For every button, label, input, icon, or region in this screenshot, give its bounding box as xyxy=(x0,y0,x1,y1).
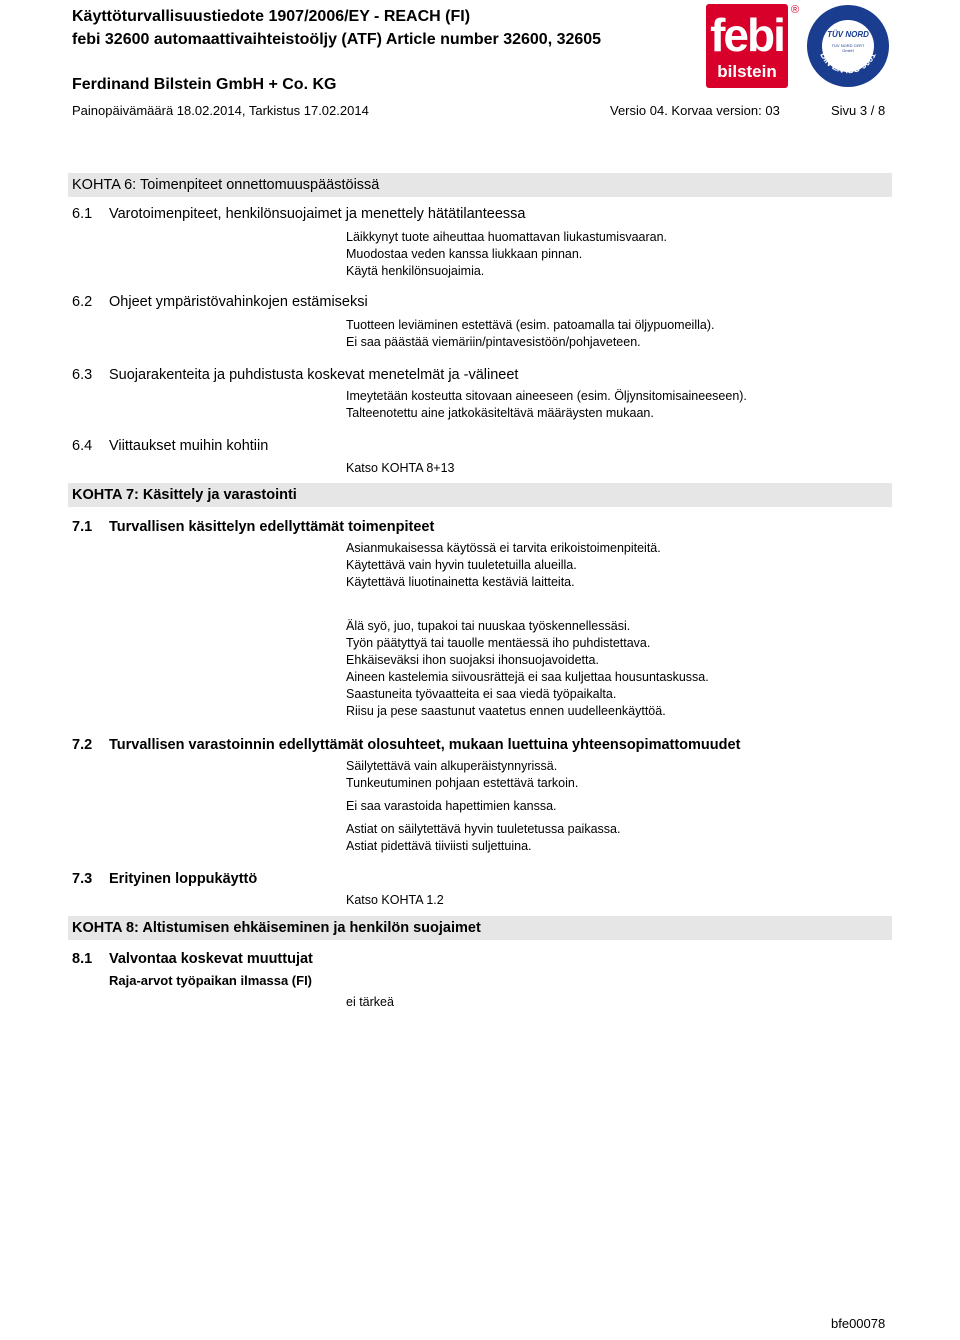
subsection-title: Turvallisen käsittelyn edellyttämät toimenpiteet xyxy=(109,519,435,535)
subsection-7-1-text-b xyxy=(346,618,709,720)
subsection-title: Valvontaa koskevat muuttujat xyxy=(109,951,313,967)
subsection-6-2-text xyxy=(346,317,714,351)
section-6-heading: KOHTA 6: Toimenpiteet onnettomuuspäästöissä xyxy=(68,173,892,197)
subsection-6-1-text xyxy=(346,229,667,280)
document-code: bfe00078 xyxy=(831,1316,886,1331)
text-line: Muodostaa veden kanssa liukkaan pinnan. xyxy=(346,247,583,261)
subsection-7-2-text-c xyxy=(346,821,620,855)
subsection-number: 6.4 xyxy=(72,438,93,454)
subsection-6-3-text xyxy=(346,388,747,422)
subsection-6-3-heading xyxy=(72,367,518,383)
subsection-8-1-heading xyxy=(72,951,313,967)
subsection-7-2-text-b: Ei saa varastoida hapettimien kanssa. xyxy=(346,799,557,813)
subsection-7-1-heading xyxy=(72,519,434,535)
text-line: Astiat on säilytettävä hyvin tuuletetussa paikassa. xyxy=(346,822,621,836)
subsection-8-1-text: ei tärkeä xyxy=(346,995,394,1009)
subsection-8-1-subtitle: Raja-arvot työpaikan ilmassa (FI) xyxy=(109,973,313,988)
section-8-heading: KOHTA 8: Altistumisen ehkäiseminen ja henkilön suojaimet xyxy=(68,916,892,940)
text-line: Astiat pidettävä tiiviisti suljettuina. xyxy=(346,839,532,853)
bilstein-logo-text: bilstein xyxy=(717,62,777,81)
subsection-6-1-heading xyxy=(72,206,525,222)
tuv-nord-certification-logo xyxy=(806,4,890,88)
text-line: Käytä henkilönsuojaimia. xyxy=(346,264,485,278)
text-line: Ei saa päästää viemäriin/pintavesistöön/pohjaveteen. xyxy=(346,335,641,349)
subsection-title: Turvallisen varastoinnin edellyttämät olosuhteet, mukaan luettuina yhteensopimattomuudet xyxy=(109,737,741,753)
text-line: Käytettävä liuotinainetta kestäviä laitteita. xyxy=(346,575,575,589)
subsection-number: 6.2 xyxy=(72,294,93,310)
subsection-7-3-text: Katso KOHTA 1.2 xyxy=(346,893,444,907)
subsection-title: Ohjeet ympäristövahinkojen estämiseksi xyxy=(109,294,368,310)
text-line: Aineen kastelemia siivousrättejä ei saa kuljettaa housuntaskussa. xyxy=(346,670,709,684)
subsection-6-4-text: Katso KOHTA 8+13 xyxy=(346,461,455,475)
registered-mark: ® xyxy=(791,4,800,16)
subsection-number: 7.2 xyxy=(72,737,93,753)
subsection-number: 8.1 xyxy=(72,951,93,967)
subsection-number: 6.3 xyxy=(72,367,93,383)
subsection-title: Erityinen loppukäyttö xyxy=(109,871,258,887)
subsection-7-2-heading xyxy=(72,737,740,753)
text-line: Saastuneita työvaatteita ei saa viedä työpaikalta. xyxy=(346,687,617,701)
text-line: Käytettävä vain hyvin tuuletetuilla alueilla. xyxy=(346,558,577,572)
subsection-number: 6.1 xyxy=(72,206,93,222)
text-line: Talteenotettu aine jatkokäsiteltävä määräysten mukaan. xyxy=(346,406,654,420)
tuv-iso-ring: DIN EN ISO 9001 xyxy=(818,50,878,76)
version-info: Versio 04. Korvaa version: 03 xyxy=(610,103,780,118)
print-date: Painopäivämäärä 18.02.2014, Tarkistus 17.02.2014 xyxy=(72,103,369,118)
tuv-logo-name: TÜV NORD xyxy=(827,30,869,39)
subsection-7-1-text-a xyxy=(346,540,661,591)
product-title: febi 32600 automaattivaihteistoöljy (ATF) Article number 32600, 32605 xyxy=(72,31,602,48)
subsection-number: 7.1 xyxy=(72,519,93,535)
tuv-cert-label: TÜV NORD CERT xyxy=(831,43,865,48)
text-line: Riisu ja pese saastunut vaatetus ennen uudelleenkäyttöä. xyxy=(346,704,666,718)
text-line: Älä syö, juo, tupakoi tai nuuskaa työskennellessäsi. xyxy=(346,619,631,633)
subsection-title: Viittaukset muihin kohtiin xyxy=(109,438,269,454)
subsection-6-2-heading xyxy=(72,294,368,310)
subsection-7-3-heading xyxy=(72,871,257,887)
subsection-title: Suojarakenteita ja puhdistusta koskevat menetelmät ja -välineet xyxy=(109,367,519,383)
document-title: Käyttöturvallisuustiedote 1907/2006/EY - REACH (FI) xyxy=(72,8,471,25)
text-line: Tunkeutuminen pohjaan estettävä tarkoin. xyxy=(346,776,579,790)
text-line: Ehkäiseväksi ihon suojaksi ihonsuojavoidetta. xyxy=(346,653,599,667)
subsection-number: 7.3 xyxy=(72,871,93,887)
subsection-7-2-text-a xyxy=(346,758,578,792)
section-7-heading: KOHTA 7: Käsittely ja varastointi xyxy=(68,483,892,507)
text-line: Työn päätyttyä tai tauolle mentäessä iho puhdistettava. xyxy=(346,636,651,650)
subsection-6-4-heading xyxy=(72,438,268,454)
company-name: Ferdinand Bilstein GmbH + Co. KG xyxy=(72,76,337,93)
text-line: Asianmukaisessa käytössä ei tarvita erikoistoimenpiteitä. xyxy=(346,541,661,555)
text-line: Läikkynyt tuote aiheuttaa huomattavan liukastumisvaaran. xyxy=(346,230,668,244)
subsection-title: Varotoimenpiteet, henkilönsuojaimet ja menettely hätätilanteessa xyxy=(109,206,526,222)
tuv-cert-gmbh: GmbH xyxy=(842,48,854,53)
text-line: Säilytettävä vain alkuperäistynnyrissä. xyxy=(346,759,558,773)
febi-logo-text: febi xyxy=(710,9,784,61)
text-line: Imeytetään kosteutta sitovaan aineeseen (esim. Öljynsitomisaineeseen). xyxy=(346,389,747,403)
page-number: Sivu 3 / 8 xyxy=(831,103,886,118)
febi-bilstein-logo xyxy=(706,4,788,88)
text-line: Tuotteen leviäminen estettävä (esim. patoamalla tai öljypuomeilla). xyxy=(346,318,715,332)
